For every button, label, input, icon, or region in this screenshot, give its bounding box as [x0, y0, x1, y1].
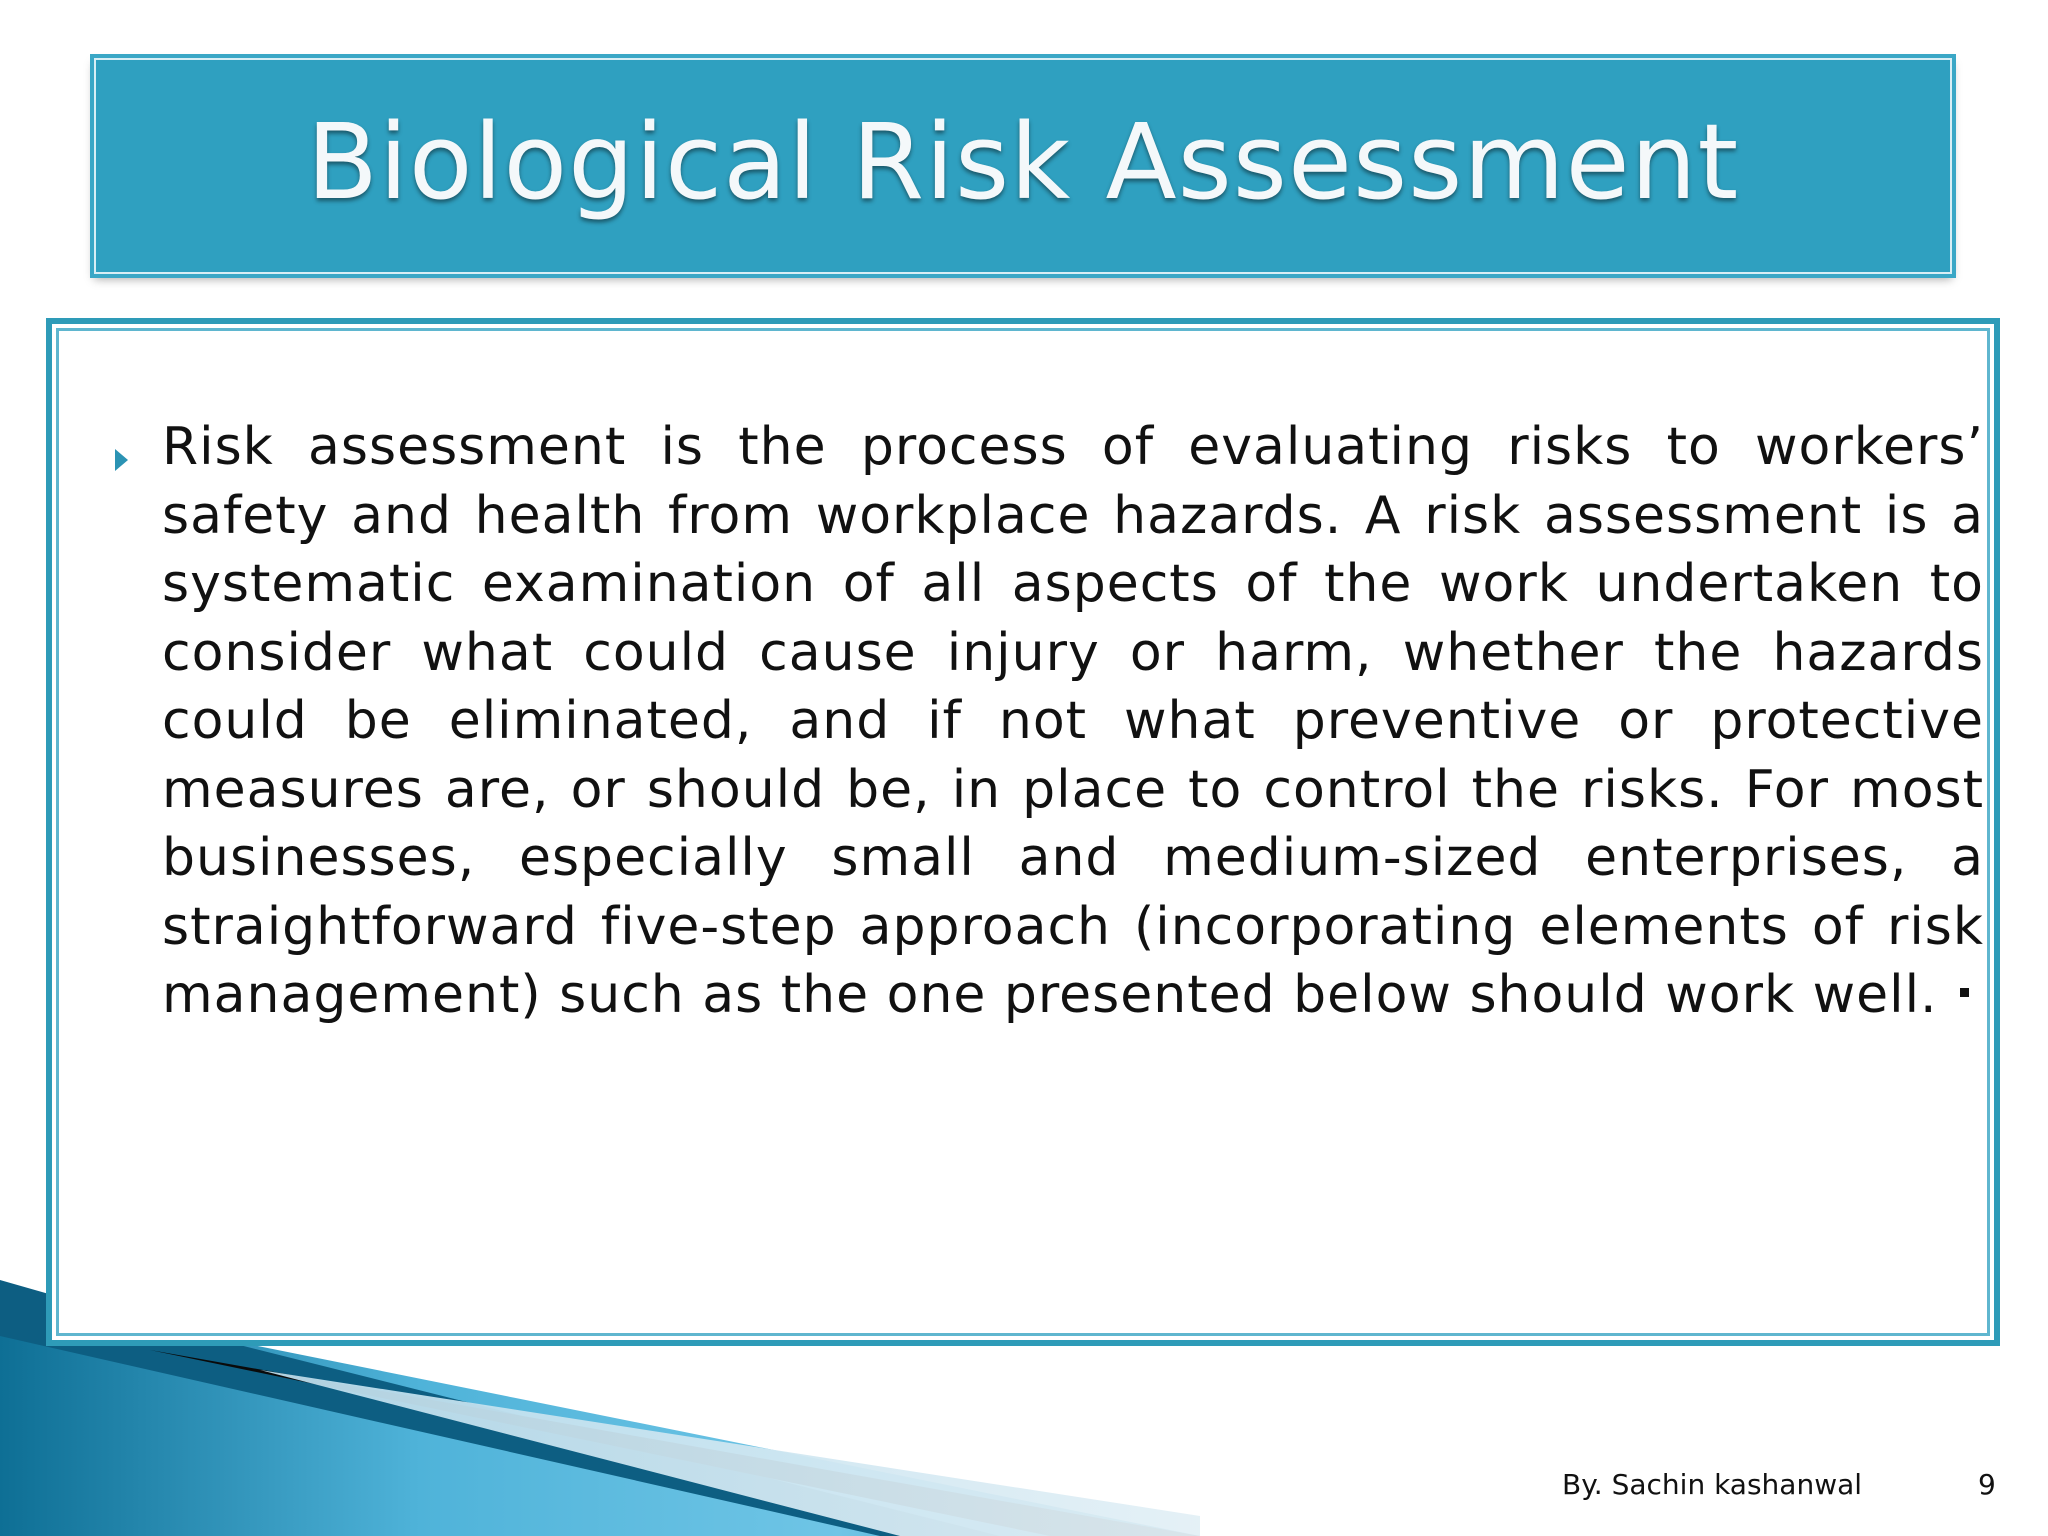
triangle-right-icon	[115, 449, 128, 471]
slide-title: Biological Risk Assessment	[306, 101, 1740, 223]
content-inner-border	[56, 328, 1990, 1336]
body-text: Risk assessment is the process of evaluating risks to workers’ safety and health from workplace hazards. A risk assessment is a systematic examination of all aspects of the work undertaken to consider what could cause injury or harm, whether the hazards could be eliminated, and if not what preventive or protective measures are, or should be, in place to control the risks. For most businesses, especially small and medium-sized enterprises, a straightforward five-step approach (incorporating elements of risk management) such as the one presented below should work well.	[162, 417, 1984, 1025]
content-frame	[46, 318, 2000, 1346]
page-number: 9	[1978, 1468, 1996, 1501]
footer-author: By. Sachin kashanwal	[1562, 1468, 1863, 1501]
square-bullet-icon	[1960, 988, 1969, 997]
body-paragraph	[162, 413, 1984, 1030]
title-banner	[94, 58, 1952, 274]
